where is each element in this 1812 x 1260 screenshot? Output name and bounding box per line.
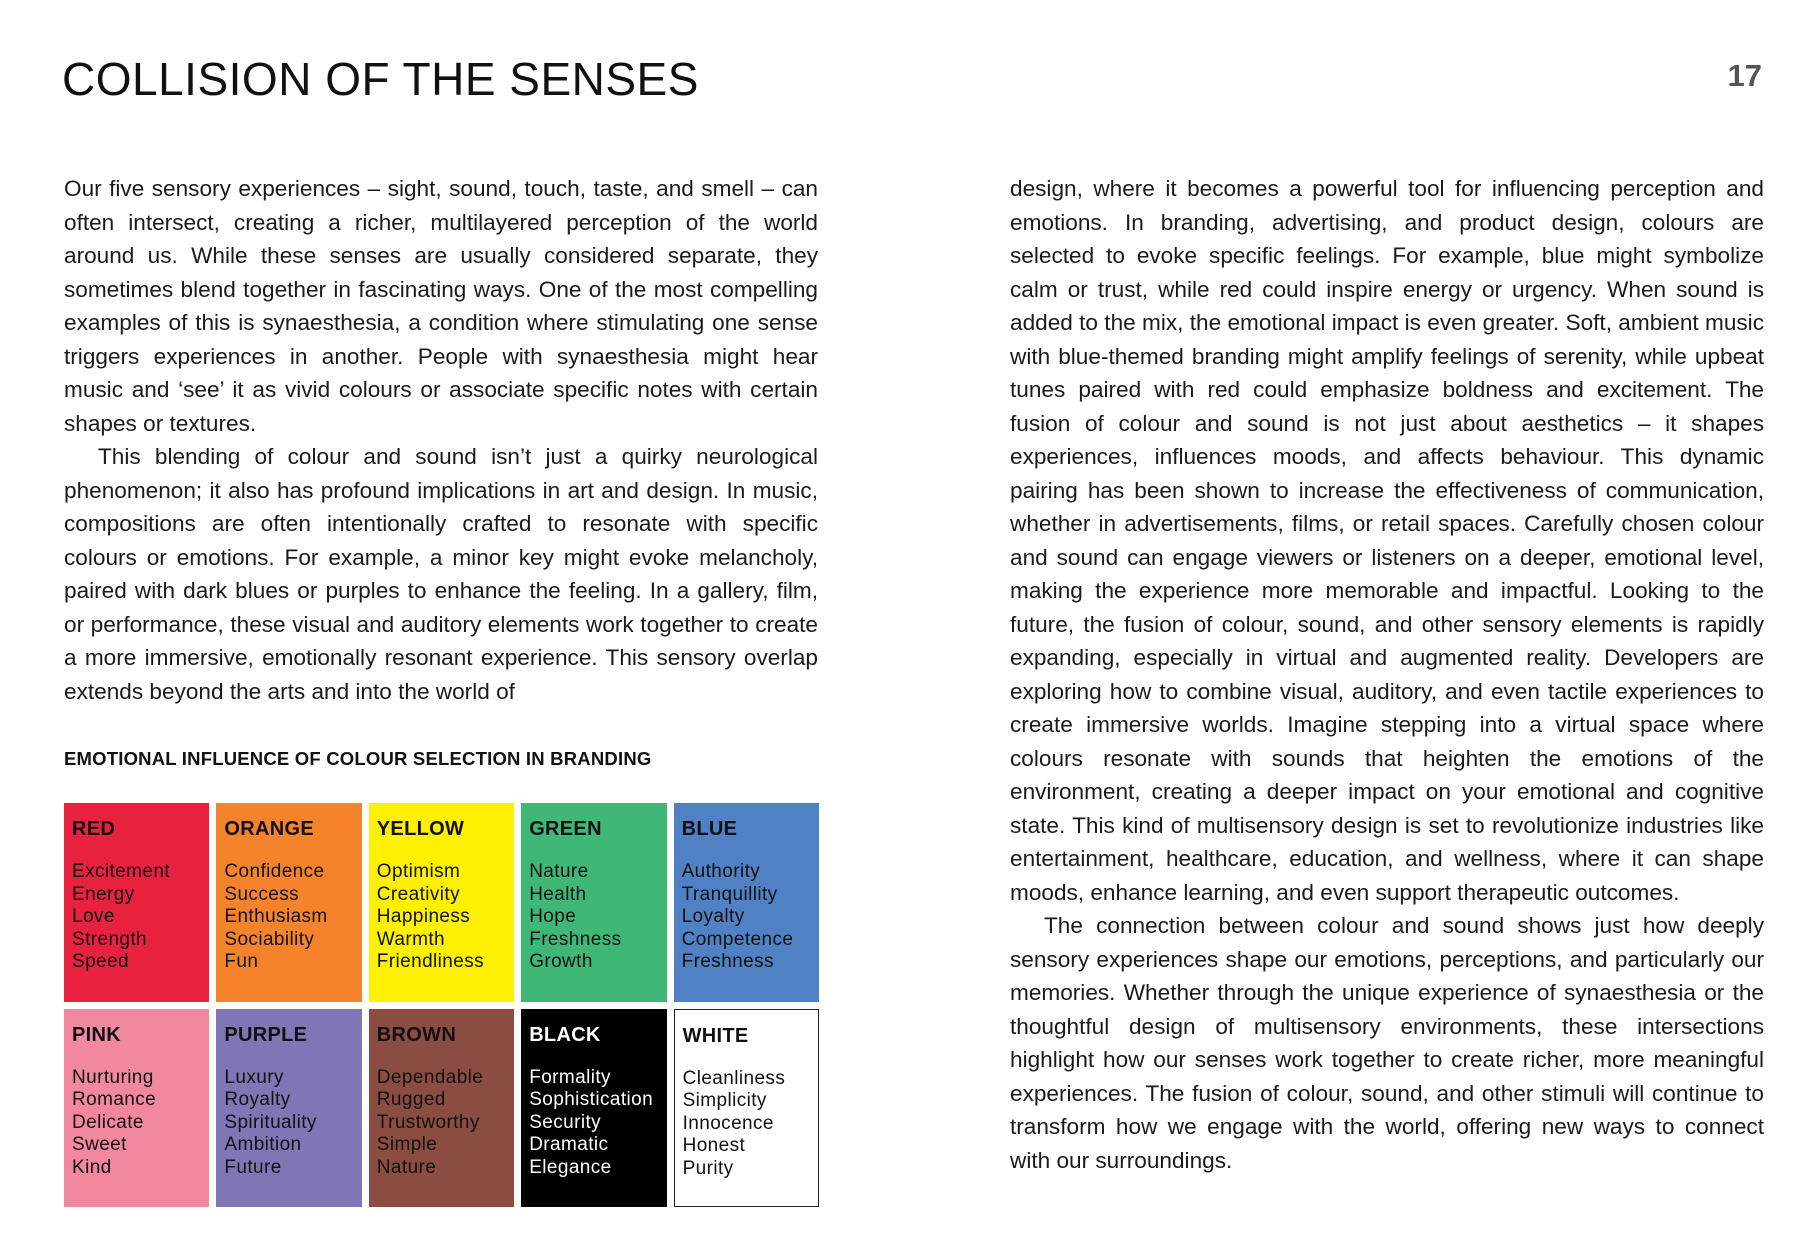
swatch-attribute: Happiness <box>376 906 471 927</box>
body-paragraph: design, where it becomes a powerful tool for influencing perception and emotions. In branding, advertising, and product design, colours are selected to evoke specific feelings. For example, blue might symbolize calm or trust, while red could inspire energy or urgency. When sound is added to the mix, the emotional impact is even greater. Soft, ambient music with blue-themed branding might amplify feelings of serenity, while upbeat tunes paired with red could emphasize boldness and excitement. The fusion of colour and sound is not just about aesthetics – it shapes experiences, influences moods, and affects behaviour. This dynamic pairing has been shown to increase the effectiveness of communication, whether in advertisements, films, or retail spaces. Carefully chosen colour and sound can engage viewers or listeners on a deeper, emotional level, making the experience more memorable and impactful. Looking to the future, the fusion of colour, sound, and other sensory elements is rapidly expanding, especially in virtual and augmented reality. Developers are exploring how to combine visual, auditory, and even tactile experiences to create immersive worlds. Imagine stepping into a virtual space where colours resonate with sounds that heighten the emotions of the environment, creating a deeper impact on your emotional and cognitive state. This kind of multisensory design is set to revolutionize industries like entertainment, healthcare, education, and wellness, where it can shape moods, enhance learning, and even support therapeutic outcomes. <box>1010 176 1764 905</box>
swatch-attribute: Honest <box>682 1135 746 1156</box>
swatch-attribute-list <box>224 861 353 974</box>
swatch-colour-name: PINK <box>72 1023 121 1046</box>
swatch-colour-name: WHITE <box>682 1024 749 1047</box>
swatch-attribute: Nature <box>376 1156 437 1178</box>
swatch-attribute: Growth <box>529 951 593 972</box>
swatch-attribute: Delicate <box>72 1111 144 1133</box>
colour-swatch-grid <box>64 803 819 1207</box>
swatch-attribute: Enthusiasm <box>224 906 328 927</box>
colour-swatch-pink <box>64 1009 209 1208</box>
colour-swatch-brown <box>369 1009 514 1208</box>
swatch-attribute-list <box>529 1067 658 1180</box>
swatch-attribute: Nurturing <box>72 1066 154 1088</box>
swatch-attribute: Future <box>224 1156 282 1178</box>
swatch-attribute: Freshness <box>529 928 622 950</box>
swatch-attribute-list <box>529 861 658 974</box>
swatch-attribute: Simple <box>376 1134 438 1155</box>
swatch-attribute: Romance <box>72 1089 157 1110</box>
colour-swatch-white <box>674 1009 819 1208</box>
swatch-attribute: Warmth <box>376 928 445 950</box>
page-title: COLLISION OF THE SENSES <box>62 53 699 105</box>
swatch-colour-name: PURPLE <box>224 1023 308 1046</box>
swatch-attribute: Royalty <box>224 1089 291 1110</box>
swatch-attribute: Confidence <box>224 861 325 882</box>
swatch-colour-name: BLACK <box>529 1023 601 1046</box>
swatch-attribute: Luxury <box>224 1066 284 1088</box>
swatch-attribute: Rugged <box>376 1089 446 1110</box>
swatch-attribute: Sophistication <box>529 1089 654 1110</box>
swatch-attribute: Sociability <box>224 928 315 950</box>
swatch-attribute: Nature <box>529 861 589 882</box>
swatch-attribute: Optimism <box>376 861 461 882</box>
swatch-attribute: Loyalty <box>681 906 745 927</box>
swatch-attribute: Friendliness <box>376 951 485 972</box>
colour-swatch-purple <box>216 1009 361 1208</box>
swatch-attribute: Hope <box>529 906 577 927</box>
colour-swatch-black <box>521 1009 666 1208</box>
body-paragraph: The connection between colour and sound shows just how deeply sensory experiences shape our emotions, perceptions, and particularly our memories. Whether through the unique experience of synaesthesia or the thoughtful design of multisensory environments, these intersections highlight how our senses work together to create richer, more meaningful experiences. The fusion of colour, sound, and other stimuli will continue to transform how we engage with the world, offering new ways to connect with our surroundings. <box>1010 913 1764 1173</box>
swatch-attribute: Ambition <box>224 1134 302 1155</box>
body-paragraph: Our five sensory experiences – sight, sound, touch, taste, and smell – can often intersect, creating a richer, multilayered perception of the world around us. While these senses are usually considered separate, they sometimes blend together in fascinating ways. One of the most compelling examples of this is synaesthesia, a condition where stimulating one sense triggers experiences in another. People with synaesthesia might hear music and ‘see’ it as vivid colours or associate specific notes with certain shapes or textures. <box>64 176 818 436</box>
swatch-attribute: Fun <box>224 951 259 972</box>
swatch-colour-name: ORANGE <box>224 818 314 840</box>
swatch-attribute: Tranquillity <box>681 883 778 905</box>
swatch-attribute-list <box>72 861 201 974</box>
swatch-attribute: Simplicity <box>682 1090 767 1111</box>
swatch-attribute-list <box>377 861 506 974</box>
body-paragraph: This blending of colour and sound isn’t just a quirky neurological phenomenon; it also has profound implications in art and design. In music, compositions are often intentionally crafted to resonate with specific colours or emotions. For example, a minor key might evoke melancholy, paired with dark blues or purples to enhance the feeling. In a gallery, film, or performance, these visual and auditory elements work together to create a more immersive, emotionally resonant experience. This sensory overlap extends beyond the arts and into the world of <box>64 444 818 704</box>
swatch-attribute: Security <box>529 1111 602 1133</box>
swatch-colour-name: BLUE <box>681 818 738 840</box>
swatch-colour-name: RED <box>72 818 116 840</box>
swatch-attribute: Formality <box>529 1066 611 1088</box>
right-text-column <box>1010 172 1764 1177</box>
colour-swatch-yellow <box>369 803 514 1002</box>
swatch-attribute: Freshness <box>681 951 774 972</box>
swatch-attribute: Dramatic <box>529 1134 609 1155</box>
swatch-attribute: Sweet <box>72 1134 127 1155</box>
swatch-attribute: Speed <box>72 951 129 972</box>
colour-grid-heading: EMOTIONAL INFLUENCE OF COLOUR SELECTION IN BRANDING <box>64 748 652 769</box>
swatch-attribute-list <box>377 1067 506 1180</box>
swatch-attribute: Trustworthy <box>376 1111 480 1133</box>
colour-swatch-green <box>521 803 666 1002</box>
swatch-attribute: Love <box>72 906 115 927</box>
swatch-attribute: Health <box>529 883 587 905</box>
swatch-attribute: Kind <box>72 1156 112 1178</box>
swatch-attribute: Excitement <box>72 861 170 882</box>
swatch-colour-name: YELLOW <box>376 818 465 840</box>
swatch-attribute: Competence <box>681 928 794 950</box>
swatch-attribute: Elegance <box>529 1156 612 1178</box>
swatch-attribute-list <box>72 1067 201 1180</box>
colour-swatch-orange <box>216 803 361 1002</box>
swatch-attribute-list <box>224 1067 353 1180</box>
swatch-attribute: Creativity <box>376 883 460 905</box>
swatch-attribute: Cleanliness <box>682 1067 786 1089</box>
swatch-attribute: Success <box>224 883 299 905</box>
swatch-attribute: Energy <box>72 883 135 905</box>
swatch-colour-name: GREEN <box>529 818 602 840</box>
colour-swatch-blue <box>674 803 819 1002</box>
swatch-colour-name: BROWN <box>376 1023 457 1046</box>
colour-swatch-red <box>64 803 209 1002</box>
page-number: 17 <box>1727 58 1762 93</box>
swatch-attribute-list <box>682 861 811 974</box>
swatch-attribute-list <box>683 1068 810 1181</box>
swatch-attribute: Strength <box>72 928 148 950</box>
swatch-attribute: Spirituality <box>224 1111 317 1133</box>
swatch-attribute: Dependable <box>376 1066 484 1088</box>
left-text-column <box>64 172 818 708</box>
swatch-attribute: Authority <box>681 861 761 882</box>
swatch-attribute: Innocence <box>682 1112 774 1134</box>
swatch-attribute: Purity <box>682 1157 734 1179</box>
